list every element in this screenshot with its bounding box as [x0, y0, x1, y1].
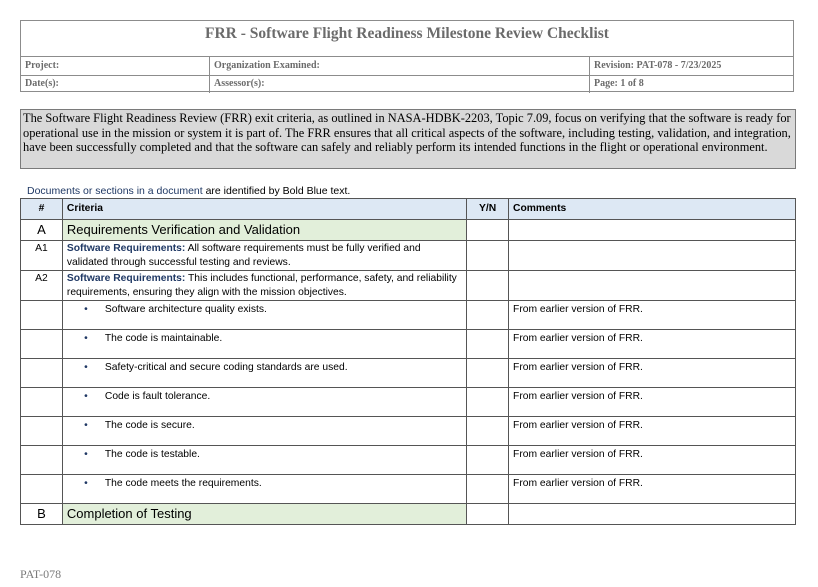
- header-comments: Comments: [509, 199, 796, 220]
- bullet-row: [21, 330, 796, 359]
- bullet-icon: •: [84, 449, 88, 460]
- section-number: B: [21, 504, 63, 525]
- requirement-body: This includes functional, performance, safety, and reliability requirements, ensuring they align with the mission objectives.: [66, 273, 457, 298]
- yn-cell[interactable]: [467, 446, 509, 475]
- date-field[interactable]: Date(s):: [25, 78, 59, 89]
- section-number: A: [21, 220, 63, 241]
- bullet-text: The code is maintainable.: [104, 333, 223, 344]
- bullet-icon: •: [84, 333, 88, 344]
- bullet-icon: •: [84, 362, 88, 373]
- header-yn: Y/N: [467, 199, 509, 220]
- empty-number-cell: [21, 359, 63, 388]
- table-header-row: [21, 199, 796, 220]
- bullet-criterion: [62, 301, 466, 330]
- organization-field[interactable]: Organization Examined:: [209, 57, 589, 75]
- bullet-row: [21, 446, 796, 475]
- yn-cell[interactable]: [467, 241, 509, 271]
- bullet-row: [21, 359, 796, 388]
- project-field[interactable]: Project:: [25, 60, 60, 71]
- bullet-criterion: [62, 417, 466, 446]
- section-row-a: [21, 220, 796, 241]
- bullet-text: The code is testable.: [104, 449, 200, 460]
- comment-cell[interactable]: [509, 220, 796, 241]
- comment-cell[interactable]: From earlier version of FRR.: [509, 417, 796, 446]
- header-row-2: [21, 75, 793, 93]
- note-rest-text: are identified by Bold Blue text.: [202, 185, 351, 197]
- bullet-criterion: [62, 446, 466, 475]
- empty-number-cell: [21, 446, 63, 475]
- comment-cell[interactable]: [509, 241, 796, 271]
- requirement-row-a1: [21, 241, 796, 271]
- header-criteria: Criteria: [62, 199, 466, 220]
- section-row-b: [21, 504, 796, 525]
- bullet-icon: •: [84, 420, 88, 431]
- document-title: FRR - Software Flight Readiness Milestone Review Checklist: [21, 21, 793, 57]
- empty-number-cell: [21, 301, 63, 330]
- criteria-table: [20, 198, 796, 525]
- intro-paragraph: The Software Flight Readiness Review (FRR) exit criteria, as outlined in NASA-HDBK-2203, Topic 7.09, focus on verifying that the software is ready for operational use in the mission or system it is part of. The FRR ensures that all critical aspects of the software, including testing, validation, and integration, have been successfully completed and that the software can safely and reliably perform its intended functions in the flight or operational environment.: [20, 109, 796, 169]
- empty-number-cell: [21, 417, 63, 446]
- comment-cell[interactable]: From earlier version of FRR.: [509, 330, 796, 359]
- requirement-number: A2: [21, 271, 63, 301]
- bullet-row: [21, 301, 796, 330]
- comment-cell[interactable]: From earlier version of FRR.: [509, 446, 796, 475]
- bullet-row: [21, 388, 796, 417]
- empty-number-cell: [21, 330, 63, 359]
- yn-cell[interactable]: [467, 330, 509, 359]
- yn-cell[interactable]: [467, 388, 509, 417]
- assessor-field[interactable]: Assessor(s):: [209, 75, 589, 93]
- bullet-text: Code is fault tolerance.: [104, 391, 211, 402]
- page-footer: PAT-078: [20, 567, 62, 581]
- requirement-text: [62, 271, 466, 301]
- section-title: Completion of Testing: [62, 504, 466, 525]
- review-header-box: [20, 20, 794, 92]
- comment-cell[interactable]: From earlier version of FRR.: [509, 388, 796, 417]
- revision-label: Revision: PAT-078 - 7/23/2025: [589, 57, 795, 75]
- bullet-text: Software architecture quality exists.: [104, 304, 267, 315]
- bullet-criterion: [62, 388, 466, 417]
- note-blue-text: Documents or sections in a document: [27, 185, 203, 197]
- header-number: #: [21, 199, 63, 220]
- yn-cell[interactable]: [467, 301, 509, 330]
- header-row-1: [21, 57, 793, 76]
- bullet-text: The code meets the requirements.: [104, 478, 262, 489]
- requirement-body: All software requirements must be fully verified and validated through successful testing and reviews.: [66, 243, 421, 268]
- requirement-bold-label: Software Requirements:: [66, 273, 186, 284]
- comment-cell[interactable]: From earlier version of FRR.: [509, 475, 796, 504]
- yn-cell[interactable]: [467, 504, 509, 525]
- yn-cell[interactable]: [467, 271, 509, 301]
- bullet-text: Safety-critical and secure coding standards are used.: [104, 362, 348, 373]
- bullet-criterion: [62, 330, 466, 359]
- comment-cell[interactable]: From earlier version of FRR.: [509, 359, 796, 388]
- bullet-row: [21, 417, 796, 446]
- formatting-note: [27, 185, 350, 197]
- requirement-number: A1: [21, 241, 63, 271]
- bullet-criterion: [62, 359, 466, 388]
- requirement-row-a2: [21, 271, 796, 301]
- page-indicator: Page: 1 of 8: [589, 75, 795, 93]
- section-title: Requirements Verification and Validation: [62, 220, 466, 241]
- empty-number-cell: [21, 388, 63, 417]
- comment-cell[interactable]: [509, 504, 796, 525]
- comment-cell[interactable]: [509, 271, 796, 301]
- requirement-bold-label: Software Requirements:: [66, 243, 186, 254]
- bullet-icon: •: [84, 391, 88, 402]
- bullet-icon: •: [84, 304, 88, 315]
- empty-number-cell: [21, 475, 63, 504]
- yn-cell[interactable]: [467, 220, 509, 241]
- bullet-text: The code is secure.: [104, 420, 195, 431]
- requirement-text: [62, 241, 466, 271]
- bullet-icon: •: [84, 478, 88, 489]
- bullet-criterion: [62, 475, 466, 504]
- yn-cell[interactable]: [467, 475, 509, 504]
- comment-cell[interactable]: From earlier version of FRR.: [509, 301, 796, 330]
- bullet-row: [21, 475, 796, 504]
- yn-cell[interactable]: [467, 417, 509, 446]
- yn-cell[interactable]: [467, 359, 509, 388]
